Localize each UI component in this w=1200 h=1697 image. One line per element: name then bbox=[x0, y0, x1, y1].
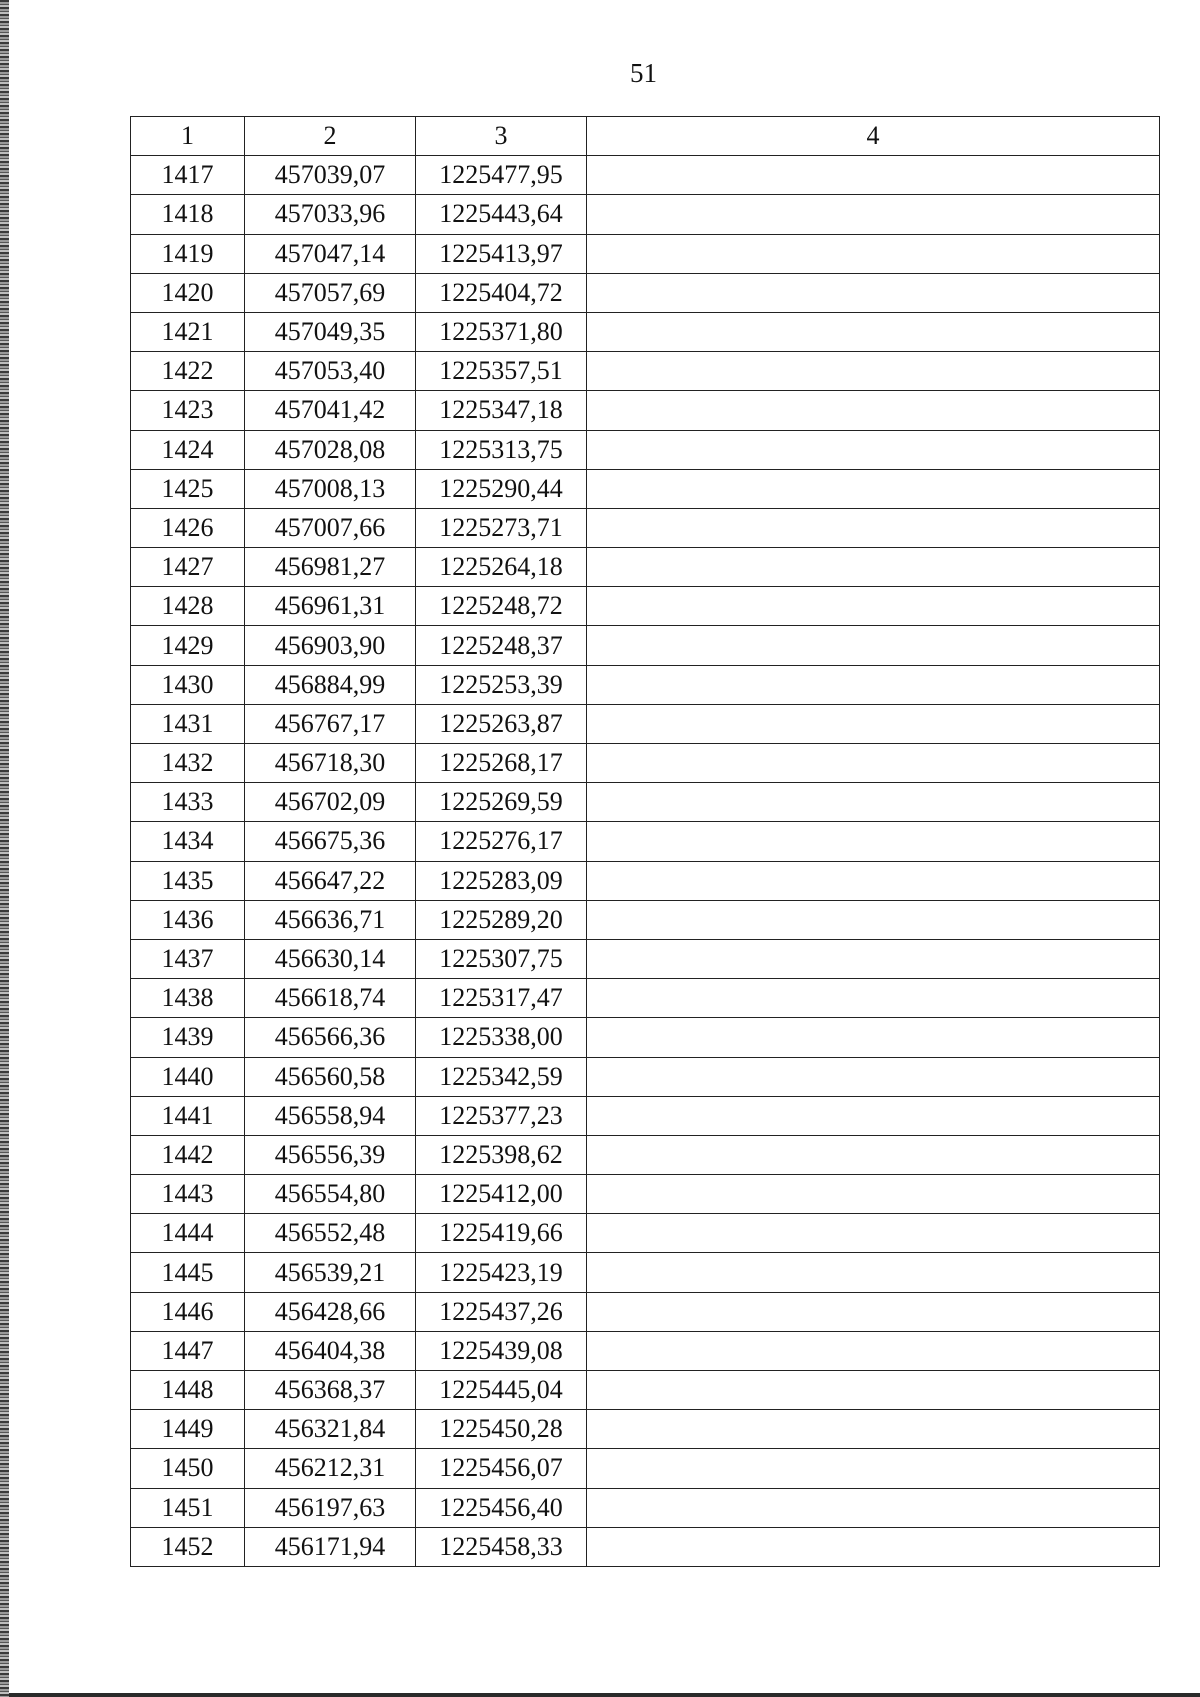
y-coordinate-cell: 1225377,23 bbox=[416, 1096, 587, 1135]
x-coordinate-cell: 457041,42 bbox=[245, 391, 416, 430]
notes-cell bbox=[587, 352, 1160, 391]
y-coordinate-cell: 1225456,40 bbox=[416, 1488, 587, 1527]
table-row bbox=[131, 822, 1160, 861]
point-number-cell: 1442 bbox=[131, 1135, 245, 1174]
table-row bbox=[131, 195, 1160, 234]
notes-cell bbox=[587, 548, 1160, 587]
point-number-cell: 1445 bbox=[131, 1253, 245, 1292]
x-coordinate-cell: 456566,36 bbox=[245, 1018, 416, 1057]
y-coordinate-cell: 1225264,18 bbox=[416, 548, 587, 587]
point-number-cell: 1441 bbox=[131, 1096, 245, 1135]
y-coordinate-cell: 1225248,72 bbox=[416, 587, 587, 626]
y-coordinate-cell: 1225290,44 bbox=[416, 469, 587, 508]
point-number-cell: 1419 bbox=[131, 234, 245, 273]
point-number-cell: 1447 bbox=[131, 1331, 245, 1370]
point-number-cell: 1431 bbox=[131, 704, 245, 743]
y-coordinate-cell: 1225313,75 bbox=[416, 430, 587, 469]
point-number-cell: 1425 bbox=[131, 469, 245, 508]
table-row bbox=[131, 1096, 1160, 1135]
y-coordinate-cell: 1225357,51 bbox=[416, 352, 587, 391]
x-coordinate-cell: 456961,31 bbox=[245, 587, 416, 626]
y-coordinate-cell: 1225283,09 bbox=[416, 861, 587, 900]
table-row bbox=[131, 1253, 1160, 1292]
y-coordinate-cell: 1225419,66 bbox=[416, 1214, 587, 1253]
point-number-cell: 1430 bbox=[131, 665, 245, 704]
table-row bbox=[131, 1214, 1160, 1253]
y-coordinate-cell: 1225268,17 bbox=[416, 744, 587, 783]
y-coordinate-cell: 1225269,59 bbox=[416, 783, 587, 822]
x-coordinate-cell: 456647,22 bbox=[245, 861, 416, 900]
table-row bbox=[131, 1175, 1160, 1214]
point-number-cell: 1432 bbox=[131, 744, 245, 783]
x-coordinate-cell: 456560,58 bbox=[245, 1057, 416, 1096]
point-number-cell: 1427 bbox=[131, 548, 245, 587]
notes-cell bbox=[587, 156, 1160, 195]
scan-edge bbox=[0, 0, 9, 1697]
x-coordinate-cell: 456558,94 bbox=[245, 1096, 416, 1135]
x-coordinate-cell: 456404,38 bbox=[245, 1331, 416, 1370]
table-row bbox=[131, 861, 1160, 900]
table-row bbox=[131, 273, 1160, 312]
table-row bbox=[131, 1371, 1160, 1410]
notes-cell bbox=[587, 939, 1160, 978]
point-number-cell: 1421 bbox=[131, 312, 245, 351]
x-coordinate-cell: 456767,17 bbox=[245, 704, 416, 743]
notes-cell bbox=[587, 234, 1160, 273]
x-coordinate-cell: 457028,08 bbox=[245, 430, 416, 469]
table-header-row bbox=[131, 117, 1160, 156]
y-coordinate-cell: 1225439,08 bbox=[416, 1331, 587, 1370]
table-row bbox=[131, 1449, 1160, 1488]
notes-cell bbox=[587, 1527, 1160, 1566]
table-row bbox=[131, 587, 1160, 626]
x-coordinate-cell: 457008,13 bbox=[245, 469, 416, 508]
x-coordinate-cell: 456675,36 bbox=[245, 822, 416, 861]
table-row bbox=[131, 1135, 1160, 1174]
y-coordinate-cell: 1225398,62 bbox=[416, 1135, 587, 1174]
point-number-cell: 1428 bbox=[131, 587, 245, 626]
x-coordinate-cell: 456630,14 bbox=[245, 939, 416, 978]
table-row bbox=[131, 234, 1160, 273]
table-row bbox=[131, 626, 1160, 665]
table-row bbox=[131, 430, 1160, 469]
table-row bbox=[131, 1331, 1160, 1370]
notes-cell bbox=[587, 665, 1160, 704]
x-coordinate-cell: 456171,94 bbox=[245, 1527, 416, 1566]
table-row bbox=[131, 508, 1160, 547]
notes-cell bbox=[587, 1018, 1160, 1057]
notes-cell bbox=[587, 391, 1160, 430]
column-header-1: 1 bbox=[131, 117, 245, 156]
point-number-cell: 1436 bbox=[131, 900, 245, 939]
page-bottom-edge bbox=[9, 1693, 1200, 1697]
y-coordinate-cell: 1225477,95 bbox=[416, 156, 587, 195]
table-body bbox=[131, 156, 1160, 1567]
point-number-cell: 1450 bbox=[131, 1449, 245, 1488]
point-number-cell: 1418 bbox=[131, 195, 245, 234]
notes-cell bbox=[587, 1214, 1160, 1253]
y-coordinate-cell: 1225437,26 bbox=[416, 1292, 587, 1331]
point-number-cell: 1448 bbox=[131, 1371, 245, 1410]
notes-cell bbox=[587, 744, 1160, 783]
x-coordinate-cell: 456321,84 bbox=[245, 1410, 416, 1449]
y-coordinate-cell: 1225404,72 bbox=[416, 273, 587, 312]
point-number-cell: 1422 bbox=[131, 352, 245, 391]
table-row bbox=[131, 391, 1160, 430]
table-row bbox=[131, 744, 1160, 783]
point-number-cell: 1439 bbox=[131, 1018, 245, 1057]
y-coordinate-cell: 1225248,37 bbox=[416, 626, 587, 665]
table-row bbox=[131, 1018, 1160, 1057]
notes-cell bbox=[587, 195, 1160, 234]
x-coordinate-cell: 457053,40 bbox=[245, 352, 416, 391]
point-number-cell: 1420 bbox=[131, 273, 245, 312]
notes-cell bbox=[587, 1371, 1160, 1410]
y-coordinate-cell: 1225450,28 bbox=[416, 1410, 587, 1449]
table-row bbox=[131, 1057, 1160, 1096]
y-coordinate-cell: 1225273,71 bbox=[416, 508, 587, 547]
y-coordinate-cell: 1225445,04 bbox=[416, 1371, 587, 1410]
y-coordinate-cell: 1225289,20 bbox=[416, 900, 587, 939]
y-coordinate-cell: 1225307,75 bbox=[416, 939, 587, 978]
y-coordinate-cell: 1225263,87 bbox=[416, 704, 587, 743]
notes-cell bbox=[587, 1292, 1160, 1331]
y-coordinate-cell: 1225338,00 bbox=[416, 1018, 587, 1057]
x-coordinate-cell: 456903,90 bbox=[245, 626, 416, 665]
notes-cell bbox=[587, 508, 1160, 547]
notes-cell bbox=[587, 1175, 1160, 1214]
x-coordinate-cell: 456718,30 bbox=[245, 744, 416, 783]
notes-cell bbox=[587, 979, 1160, 1018]
point-number-cell: 1446 bbox=[131, 1292, 245, 1331]
x-coordinate-cell: 456884,99 bbox=[245, 665, 416, 704]
point-number-cell: 1443 bbox=[131, 1175, 245, 1214]
table-row bbox=[131, 156, 1160, 195]
coordinates-table bbox=[130, 116, 1160, 1567]
x-coordinate-cell: 457033,96 bbox=[245, 195, 416, 234]
x-coordinate-cell: 457039,07 bbox=[245, 156, 416, 195]
table-row bbox=[131, 900, 1160, 939]
notes-cell bbox=[587, 861, 1160, 900]
notes-cell bbox=[587, 587, 1160, 626]
column-header-2: 2 bbox=[245, 117, 416, 156]
point-number-cell: 1433 bbox=[131, 783, 245, 822]
table-row bbox=[131, 979, 1160, 1018]
table-row bbox=[131, 312, 1160, 351]
x-coordinate-cell: 456618,74 bbox=[245, 979, 416, 1018]
notes-cell bbox=[587, 1449, 1160, 1488]
notes-cell bbox=[587, 1488, 1160, 1527]
x-coordinate-cell: 456197,63 bbox=[245, 1488, 416, 1527]
x-coordinate-cell: 456981,27 bbox=[245, 548, 416, 587]
column-header-3: 3 bbox=[416, 117, 587, 156]
notes-cell bbox=[587, 704, 1160, 743]
notes-cell bbox=[587, 1253, 1160, 1292]
point-number-cell: 1429 bbox=[131, 626, 245, 665]
x-coordinate-cell: 456539,21 bbox=[245, 1253, 416, 1292]
notes-cell bbox=[587, 1410, 1160, 1449]
y-coordinate-cell: 1225413,97 bbox=[416, 234, 587, 273]
table-row bbox=[131, 1410, 1160, 1449]
x-coordinate-cell: 456702,09 bbox=[245, 783, 416, 822]
table-row bbox=[131, 1488, 1160, 1527]
point-number-cell: 1417 bbox=[131, 156, 245, 195]
table-row bbox=[131, 1527, 1160, 1566]
x-coordinate-cell: 457047,14 bbox=[245, 234, 416, 273]
table-row bbox=[131, 469, 1160, 508]
point-number-cell: 1440 bbox=[131, 1057, 245, 1096]
point-number-cell: 1434 bbox=[131, 822, 245, 861]
point-number-cell: 1435 bbox=[131, 861, 245, 900]
x-coordinate-cell: 456552,48 bbox=[245, 1214, 416, 1253]
notes-cell bbox=[587, 273, 1160, 312]
point-number-cell: 1437 bbox=[131, 939, 245, 978]
x-coordinate-cell: 456368,37 bbox=[245, 1371, 416, 1410]
x-coordinate-cell: 457057,69 bbox=[245, 273, 416, 312]
table-row bbox=[131, 352, 1160, 391]
notes-cell bbox=[587, 1057, 1160, 1096]
point-number-cell: 1423 bbox=[131, 391, 245, 430]
x-coordinate-cell: 456556,39 bbox=[245, 1135, 416, 1174]
point-number-cell: 1451 bbox=[131, 1488, 245, 1527]
y-coordinate-cell: 1225276,17 bbox=[416, 822, 587, 861]
table-row bbox=[131, 1292, 1160, 1331]
page-number: 51 bbox=[630, 58, 657, 88]
y-coordinate-cell: 1225456,07 bbox=[416, 1449, 587, 1488]
y-coordinate-cell: 1225317,47 bbox=[416, 979, 587, 1018]
y-coordinate-cell: 1225342,59 bbox=[416, 1057, 587, 1096]
notes-cell bbox=[587, 1096, 1160, 1135]
point-number-cell: 1452 bbox=[131, 1527, 245, 1566]
y-coordinate-cell: 1225253,39 bbox=[416, 665, 587, 704]
x-coordinate-cell: 457007,66 bbox=[245, 508, 416, 547]
x-coordinate-cell: 456428,66 bbox=[245, 1292, 416, 1331]
y-coordinate-cell: 1225347,18 bbox=[416, 391, 587, 430]
x-coordinate-cell: 456554,80 bbox=[245, 1175, 416, 1214]
notes-cell bbox=[587, 626, 1160, 665]
x-coordinate-cell: 456636,71 bbox=[245, 900, 416, 939]
x-coordinate-cell: 456212,31 bbox=[245, 1449, 416, 1488]
point-number-cell: 1449 bbox=[131, 1410, 245, 1449]
point-number-cell: 1424 bbox=[131, 430, 245, 469]
table-row bbox=[131, 665, 1160, 704]
notes-cell bbox=[587, 900, 1160, 939]
column-header-4: 4 bbox=[587, 117, 1160, 156]
table-row bbox=[131, 548, 1160, 587]
point-number-cell: 1444 bbox=[131, 1214, 245, 1253]
y-coordinate-cell: 1225458,33 bbox=[416, 1527, 587, 1566]
y-coordinate-cell: 1225371,80 bbox=[416, 312, 587, 351]
notes-cell bbox=[587, 469, 1160, 508]
y-coordinate-cell: 1225412,00 bbox=[416, 1175, 587, 1214]
notes-cell bbox=[587, 1135, 1160, 1174]
y-coordinate-cell: 1225423,19 bbox=[416, 1253, 587, 1292]
table-row bbox=[131, 704, 1160, 743]
notes-cell bbox=[587, 312, 1160, 351]
notes-cell bbox=[587, 1331, 1160, 1370]
notes-cell bbox=[587, 822, 1160, 861]
point-number-cell: 1426 bbox=[131, 508, 245, 547]
x-coordinate-cell: 457049,35 bbox=[245, 312, 416, 351]
notes-cell bbox=[587, 430, 1160, 469]
y-coordinate-cell: 1225443,64 bbox=[416, 195, 587, 234]
notes-cell bbox=[587, 783, 1160, 822]
point-number-cell: 1438 bbox=[131, 979, 245, 1018]
table-row bbox=[131, 783, 1160, 822]
table-row bbox=[131, 939, 1160, 978]
